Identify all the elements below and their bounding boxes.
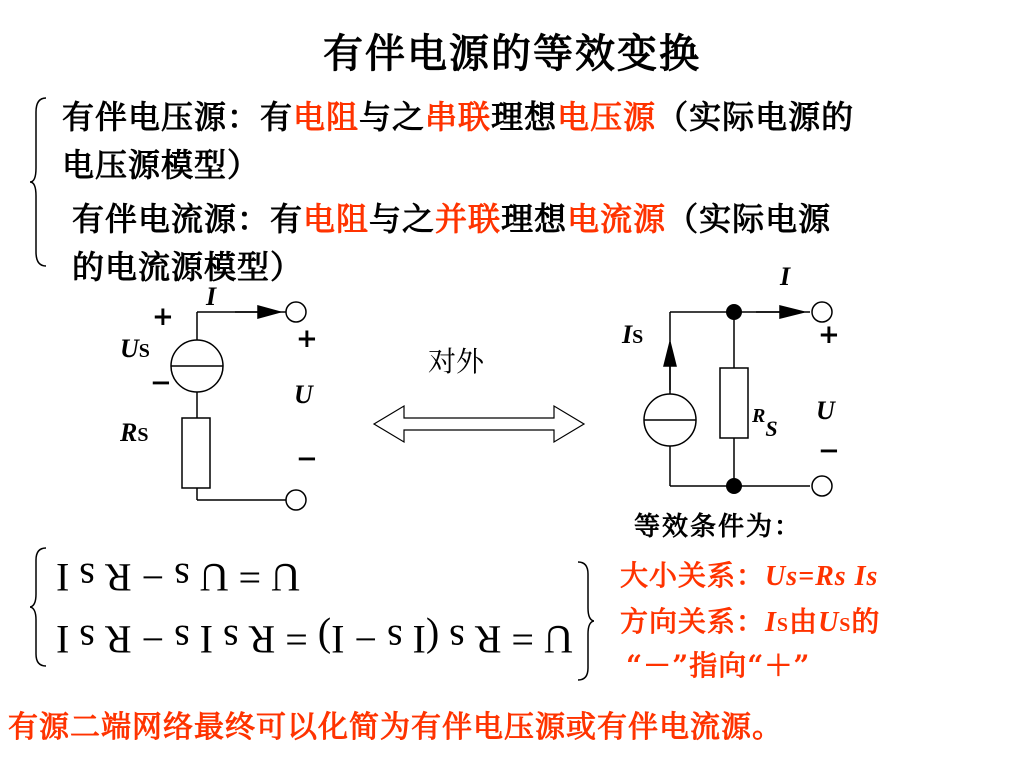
symbol-subscript: S — [632, 326, 644, 348]
source-arrow-icon — [664, 342, 676, 390]
source-voltage-label — [120, 334, 150, 364]
node-dot — [726, 478, 742, 494]
symbol-main: U — [120, 334, 139, 363]
condition-text: 的 — [851, 605, 881, 638]
current-source-circuit — [630, 290, 840, 510]
definition-text: （实际电源的 — [656, 98, 855, 136]
resistor-symbol — [720, 368, 748, 438]
current-label: I — [206, 282, 217, 311]
definition-text: 与之 — [359, 98, 426, 136]
voltage-source-definition — [62, 92, 854, 138]
symbol-subscript: S — [138, 340, 150, 362]
magnitude-expression: Us=Rs Is — [765, 561, 879, 592]
definition-text: 有伴电压源：有 — [62, 98, 294, 136]
output-current-label: I — [780, 262, 791, 291]
node-dot — [726, 304, 742, 320]
condition-label: 方向关系： — [620, 605, 766, 638]
symbol-subscript: S — [776, 614, 790, 636]
conditions-heading: 等效条件为： — [634, 512, 803, 542]
keyword-series: 串联 — [425, 98, 492, 136]
resistor-symbol — [182, 418, 210, 488]
double-arrow-icon — [372, 402, 586, 446]
magnitude-condition — [620, 554, 878, 594]
summary-statement: 有源二端网络最终可以化简为有伴电压源或有伴电流源。 — [8, 710, 783, 745]
output-minus-sign: − — [818, 436, 840, 466]
current-source-definition — [72, 194, 831, 240]
keyword-current-source: 电流源 — [567, 200, 667, 238]
definition-text: 与之 — [369, 200, 436, 238]
terminal-bottom — [812, 476, 832, 496]
keyword-resistor: 电阻 — [293, 98, 360, 136]
equation-1: U = U s − R s I — [56, 555, 301, 600]
output-voltage-label: U — [816, 396, 835, 425]
symbol-main: R — [120, 418, 138, 447]
source-current-label — [622, 320, 643, 350]
source-plus-sign: + — [152, 302, 174, 332]
definition-text: 理想 — [501, 200, 568, 238]
current-source-definition-cont: 的电流源模型） — [72, 248, 304, 286]
symbol-main: R — [752, 405, 766, 427]
parallel-resistor-label — [752, 402, 778, 441]
keyword-resistor: 电阻 — [303, 200, 370, 238]
condition-text: 由 — [789, 605, 819, 638]
symbol-main: I — [765, 607, 777, 638]
definition-text: 理想 — [491, 98, 558, 136]
definition-text: （实际电 — [666, 200, 799, 238]
output-minus-sign: − — [296, 444, 318, 474]
page-title: 有伴电源的等效变换 — [323, 30, 701, 77]
current-arrow-icon — [235, 306, 280, 318]
equations-brace-left — [30, 546, 48, 668]
definition-text: 有伴电流源：有 — [72, 200, 304, 238]
direction-condition-cont: “－”指向“＋” — [626, 649, 811, 682]
equivalence-label: 对外 — [428, 345, 485, 378]
symbol-main: U — [818, 607, 840, 638]
series-resistor-label — [120, 418, 148, 448]
terminal-bottom — [286, 490, 306, 510]
definitions-brace — [30, 96, 50, 268]
source-minus-sign: − — [150, 368, 172, 398]
output-voltage-label: U — [294, 380, 313, 409]
output-plus-sign: + — [296, 324, 318, 354]
keyword-parallel: 并联 — [435, 200, 502, 238]
equation-2: U = R s (I s − I) = R s I s − R s I — [56, 617, 573, 662]
symbol-subscript: S — [765, 416, 778, 441]
output-plus-sign: + — [818, 320, 840, 350]
symbol-main: I — [622, 320, 633, 349]
current-arrow-icon — [756, 306, 804, 318]
voltage-source-definition-cont: 电压源模型） — [62, 146, 261, 184]
keyword-voltage-source: 电压源 — [557, 98, 657, 136]
terminal-top — [812, 302, 832, 322]
direction-condition — [620, 600, 880, 640]
definition-text: 源 — [798, 200, 832, 238]
condition-label: 大小关系： — [620, 559, 766, 592]
terminal-top — [286, 302, 306, 322]
symbol-subscript: S — [839, 614, 852, 636]
equations-brace-right — [576, 560, 594, 682]
symbol-subscript: S — [137, 424, 149, 446]
